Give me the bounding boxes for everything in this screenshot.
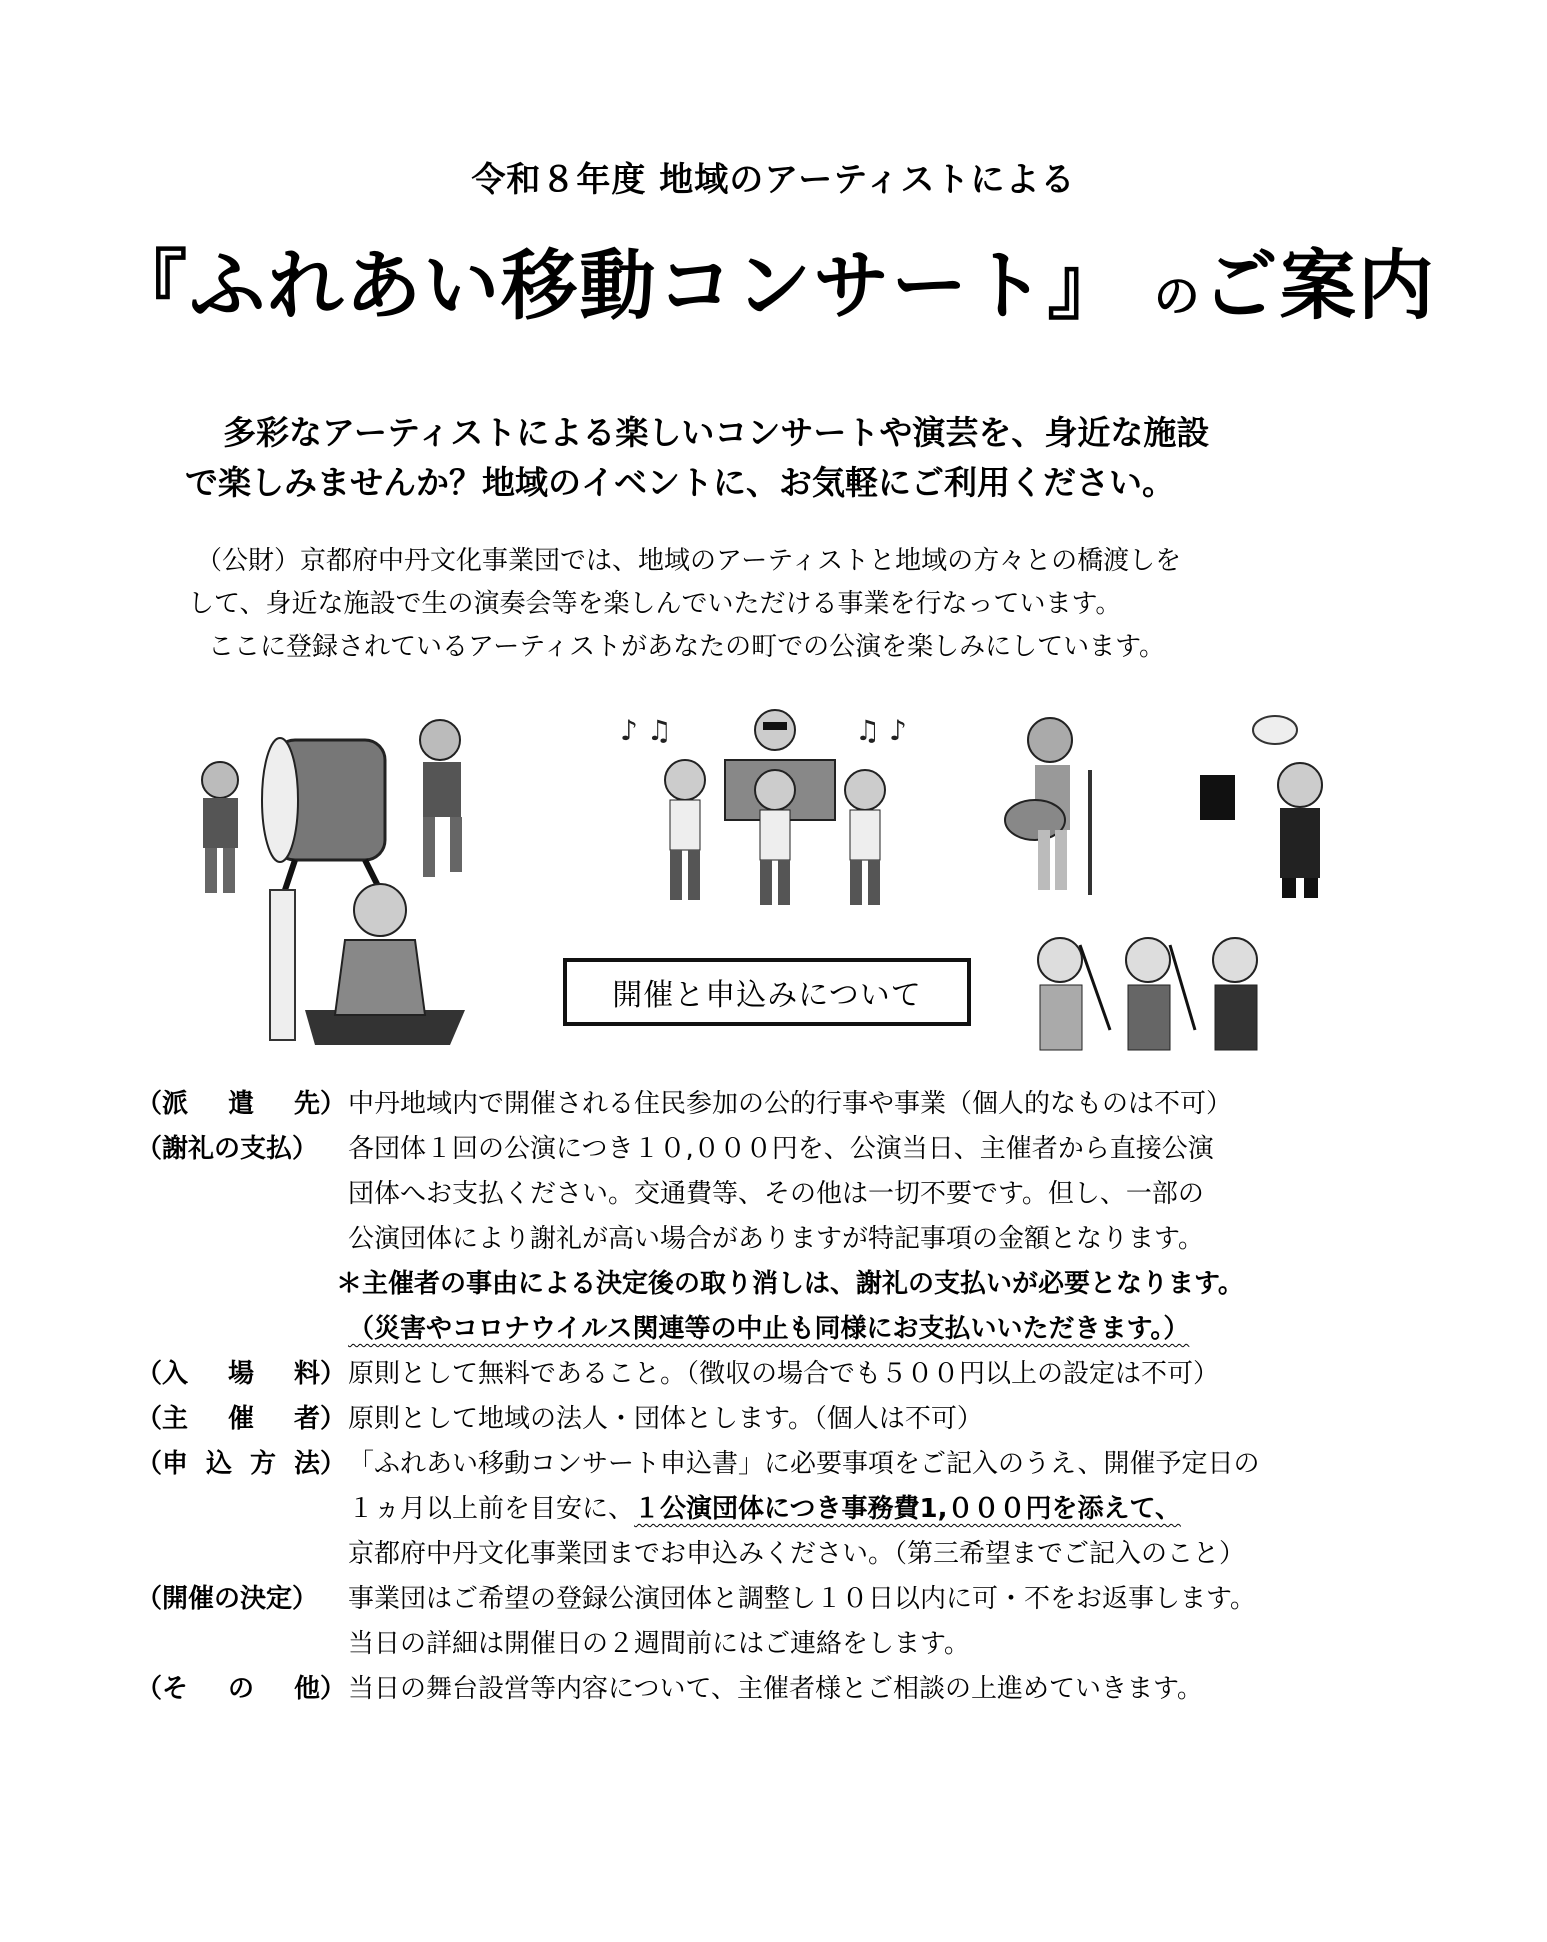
detail-other: （そ の 他） 当日の舞台設営等内容について、主催者様とご相談の上進めていきます。 <box>136 1667 1416 1712</box>
detail-label-decision: （開催の決定） <box>136 1584 319 1614</box>
title-close-bracket: 』 <box>1047 241 1126 330</box>
detail-label-fee: （謝礼の支払） <box>136 1134 319 1164</box>
details-section <box>136 1082 1416 1712</box>
detail-label-other: （そ の 他） <box>136 1674 346 1704</box>
detail-decision: （開催の決定） 事業団はご希望の登録公演団体と調整し１０日以内に可・不をお返事します。 当日の詳細は開催日の２週間前にはご連絡をします。 <box>136 1577 1416 1667</box>
guitar-singer-illustration <box>1000 710 1120 900</box>
title-main: ふれあい移動コンサート <box>189 241 1048 330</box>
title-suffix: ご案内 <box>1201 241 1436 330</box>
intro-line-1: （公財）京都府中丹文化事業団では、地域のアーティストと地域の方々との橋渡しを <box>196 546 1182 576</box>
intro-text <box>188 540 1428 669</box>
svg-text:♪ ♫: ♪ ♫ <box>620 714 672 747</box>
detail-label-dispatch: （派 遣 先） <box>136 1089 346 1119</box>
title-open-bracket: 『 <box>111 241 190 330</box>
magician-illustration <box>1180 700 1360 900</box>
detail-label-apply: （申 込 方 法） <box>136 1449 346 1479</box>
detail-apply: （申 込 方 法） 「ふれあい移動コンサート申込書」に必要事項をご記入のうえ、開催予定日の １ヵ月以上前を目安に、１公演団体につき事務費1,０００円を添えて、 京都府中丹文化事業団までお申込みください。（第三希望までご記入のこと） <box>136 1442 1416 1577</box>
detail-dispatch: （派 遣 先） 中丹地域内で開催される住民参加の公的行事や事業（個人的なものは不可） <box>136 1082 1416 1127</box>
title-no: の <box>1153 269 1202 323</box>
svg-text:♫ ♪: ♫ ♪ <box>855 714 907 747</box>
subtitle: 令和８年度 地域のアーティストによる <box>471 160 1076 200</box>
lead-line-1: 多彩なアーティストによる楽しいコンサートや演芸を、身近な施設 <box>223 413 1210 452</box>
lead-text <box>185 408 1425 508</box>
detail-label-organizer: （主 催 者） <box>136 1404 346 1434</box>
fee-note-cancellation: ＊主催者の事由による決定後の取り消しは、謝礼の支払いが必要となります。 <box>336 1269 1244 1299</box>
detail-label-admission: （入 場 料） <box>136 1359 346 1389</box>
fee-note-disaster: （災害やコロナウイルス関連等の中止も同様にお支払いいただきます。） <box>348 1314 1190 1344</box>
detail-fee: （謝礼の支払） 各団体１回の公演につき１０,０００円を、公演当日、主催者から直接公演 団体へお支払ください。交通費等、その他は一切不要です。但し、一部の 公演団体により謝礼が高い場合がありますが特記事項の金額となります。 ＊主催者の事由による決定後の取り消しは、謝礼の支払いが必要となります。 （災害やコロナウイルス関連等の中止も同様にお支払いいただきます。） <box>136 1127 1416 1352</box>
intro-line-2: して、身近な施設で生の演奏会等を楽しんでいただける事業を行なっています。 <box>188 589 1122 619</box>
shamisen-trio-illustration <box>1020 930 1280 1055</box>
lead-line-2: で楽しみませんか？地域のイベントに、お気軽にご利用ください。 <box>185 463 1175 502</box>
section-box-heading: 開催と申込みについて <box>563 958 971 1026</box>
rakugo-illustration <box>265 870 465 1050</box>
detail-organizer: （主 催 者） 原則として地域の法人・団体とします。（個人は不可） <box>136 1397 1416 1442</box>
apply-fee-emphasis: １公演団体につき事務費1,０００円を添えて、 <box>634 1494 1181 1524</box>
detail-admission: （入 場 料） 原則として無料であること。（徴収の場合でも５００円以上の設定は不可） <box>136 1352 1416 1397</box>
page-title <box>0 225 1547 334</box>
intro-line-3: ここに登録されているアーティストがあなたの町での公演を楽しみにしています。 <box>208 632 1166 662</box>
rock-band-illustration <box>615 690 945 910</box>
